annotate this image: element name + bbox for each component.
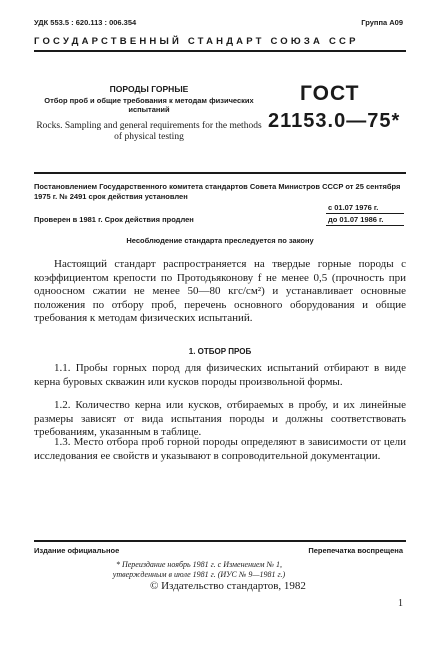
reviewed-text: Проверен в 1981 г. Срок действия продлен — [34, 215, 194, 224]
edition-notes — [34, 560, 364, 580]
decree-text: Постановлением Государственного комитета стандартов Совета Министров СССР от 25 сентября 1975 г. № 2491 срок действия установлен — [34, 182, 401, 201]
non-compliance-notice: Несоблюдение стандарта преследуется по закону — [126, 236, 314, 245]
date-from: с 01.07 1976 г. — [328, 203, 379, 212]
edition-note-1: * Переиздание ноябрь 1981 г. с Изменением № 1, — [115, 560, 283, 569]
paragraph-1-2: 1.2. Количество керна или кусков, отбираемых в пробу, и их линейные размеры зависят от вида испытания породы и должны соответствовать требованиям, указанным в таблице. — [34, 399, 406, 438]
edition-note-2: утвержденным в июле 1981 г. (ИУС № 9—1981 г.) — [112, 570, 286, 579]
group-code: Группа А09 — [361, 18, 403, 27]
title-ru-main: ПОРОДЫ ГОРНЫЕ — [109, 84, 189, 94]
date-to-underline — [326, 225, 404, 226]
udk-code: УДК 553.5 : 620.113 : 006.354 — [34, 18, 137, 27]
decree-rule — [34, 172, 406, 174]
standard-heading: ГОСУДАРСТВЕННЫЙ СТАНДАРТ СОЮЗА ССР — [34, 36, 359, 47]
intro-paragraph: Настоящий стандарт распространяется на твердые горные породы с коэффициентом крепости по Протодьяконову f не менее 0,5 (прочность при одноосном сжатии не менее 50—80 кгс/см²) и устанавливает основные положения по отбору проб, перечень основного оборудования и общие требования к методам физических испытаний. — [34, 258, 406, 324]
date-to: до 01.07 1986 г. — [328, 215, 384, 224]
header-rule — [34, 50, 406, 52]
title-en: Rocks. Sampling and general requirements for the methods of physical testing — [36, 121, 262, 142]
paragraph-1-3: 1.3. Место отбора проб горной породы определяют в зависимости от цели исследования ее свойств и указывают в сопроводительной документации. — [34, 436, 406, 462]
footer-rule — [34, 540, 406, 542]
gost-label: ГОСТ — [300, 82, 360, 105]
publisher-line: © Издательство стандартов, 1982 — [150, 580, 306, 592]
date-from-underline — [326, 213, 404, 214]
title-ru-sub: Отбор проб и общие требования к методам физических испытаний — [44, 96, 254, 114]
gost-number: 21153.0—75* — [268, 110, 401, 132]
edition-label: Издание официальное — [34, 546, 120, 555]
page-number: 1 — [398, 598, 403, 609]
paragraph-1-1: 1.1. Пробы горных пород для физических испытаний отбирают в виде керна буровых скважин или кусков породы произвольной формы. — [34, 362, 406, 388]
section-title: 1. ОТБОР ПРОБ — [188, 347, 252, 356]
reprint-notice: Перепечатка воспрещена — [308, 546, 403, 555]
